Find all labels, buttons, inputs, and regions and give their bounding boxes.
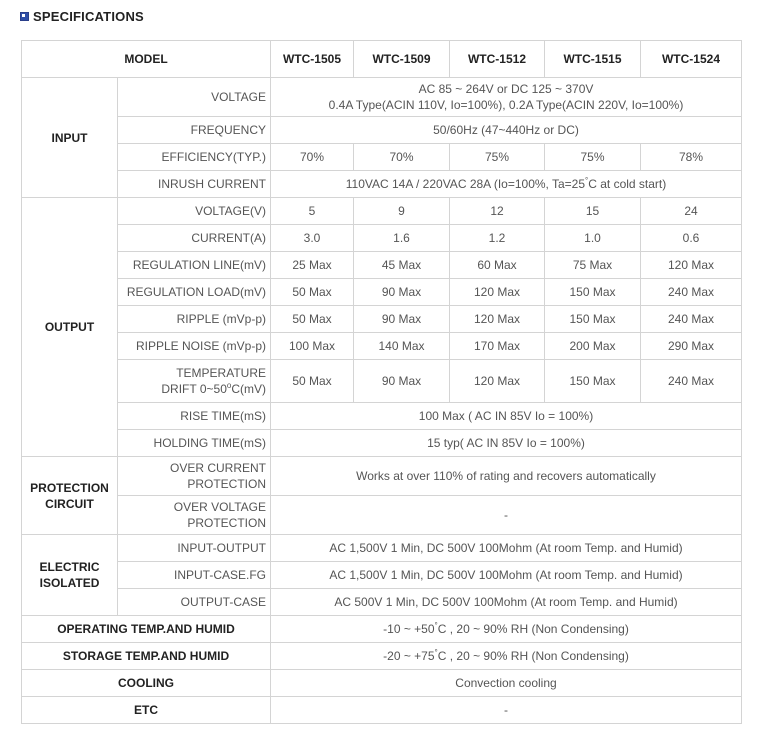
- row-label: CURRENT(A): [118, 225, 271, 252]
- table-cell: 50 Max: [271, 360, 354, 403]
- row-label: RISE TIME(mS): [118, 403, 271, 430]
- etc-row: [22, 697, 742, 724]
- row-label: HOLDING TIME(mS): [118, 430, 271, 457]
- table-cell: 75%: [450, 144, 545, 171]
- row-label: RIPPLE (mVp-p): [118, 306, 271, 333]
- inrush-row: [22, 171, 742, 198]
- row-label: INPUT-CASE.FG: [118, 562, 271, 589]
- table-cell: 200 Max: [545, 333, 641, 360]
- table-cell: 70%: [354, 144, 450, 171]
- square-bullet-icon: [20, 12, 29, 21]
- row-label: TEMPERATURE DRIFT 0~50$^o$C(mV): [118, 360, 271, 403]
- holding-time-value: 15 typ( AC IN 85V Io = 100%): [271, 430, 742, 457]
- etc-value: -: [271, 697, 742, 724]
- table-cell: 240 Max: [641, 306, 742, 333]
- regulation-line-row: [22, 252, 742, 279]
- table-cell: 78%: [641, 144, 742, 171]
- input-case-value: AC 1,500V 1 Min, DC 500V 100Mohm (At room Temp. and Humid): [271, 562, 742, 589]
- row-label: REGULATION LOAD(mV): [118, 279, 271, 306]
- frequency-value: 50/60Hz (47~440Hz or DC): [271, 117, 742, 144]
- input-voltage-value: [271, 78, 742, 117]
- specifications-table: [21, 40, 742, 724]
- storage-row: [22, 643, 742, 670]
- output-case-row: [22, 589, 742, 616]
- row-label: VOLTAGE: [118, 78, 271, 117]
- model-header-cell: WTC-1524: [641, 41, 742, 78]
- row-label: EFFICIENCY(TYP.): [118, 144, 271, 171]
- over-current-row: [22, 457, 742, 496]
- output-case-value: AC 500V 1 Min, DC 500V 100Mohm (At room Temp. and Humid): [271, 589, 742, 616]
- efficiency-row: [22, 144, 742, 171]
- inrush-value: 110VAC 14A / 220VAC 28A (Io=100%, Ta=25°C at cold start): [271, 171, 742, 198]
- etc-label: ETC: [22, 697, 271, 724]
- table-cell: 120 Max: [450, 306, 545, 333]
- input-output-row: [22, 535, 742, 562]
- table-cell: 60 Max: [450, 252, 545, 279]
- row-label: FREQUENCY: [118, 117, 271, 144]
- table-cell: 100 Max: [271, 333, 354, 360]
- table-cell: 1.2: [450, 225, 545, 252]
- table-cell: 90 Max: [354, 360, 450, 403]
- rise-time-value: 100 Max ( AC IN 85V Io = 100%): [271, 403, 742, 430]
- table-cell: 240 Max: [641, 279, 742, 306]
- header-row: [22, 41, 742, 78]
- protection-group-label: PROTECTION CIRCUIT: [22, 457, 118, 535]
- table-cell: 25 Max: [271, 252, 354, 279]
- operating-label: OPERATING TEMP.AND HUMID: [22, 616, 271, 643]
- output-group-label: OUTPUT: [22, 198, 118, 457]
- table-cell: 140 Max: [354, 333, 450, 360]
- table-cell: 70%: [271, 144, 354, 171]
- table-cell: 3.0: [271, 225, 354, 252]
- model-header-cell: WTC-1512: [450, 41, 545, 78]
- table-cell: 50 Max: [271, 279, 354, 306]
- row-label: OVER VOLTAGE PROTECTION: [118, 496, 271, 535]
- table-cell: 50 Max: [271, 306, 354, 333]
- table-cell: 1.0: [545, 225, 641, 252]
- table-cell: 240 Max: [641, 360, 742, 403]
- row-label: OUTPUT-CASE: [118, 589, 271, 616]
- row-label: VOLTAGE(V): [118, 198, 271, 225]
- table-cell: 75%: [545, 144, 641, 171]
- row-label: REGULATION LINE(mV): [118, 252, 271, 279]
- isolation-group-label: ELECTRIC ISOLATED: [22, 535, 118, 616]
- table-cell: 45 Max: [354, 252, 450, 279]
- regulation-load-row: [22, 279, 742, 306]
- table-cell: 290 Max: [641, 333, 742, 360]
- input-group-label: INPUT: [22, 78, 118, 198]
- section-title: SPECIFICATIONS: [33, 9, 144, 24]
- cooling-label: COOLING: [22, 670, 271, 697]
- cooling-row: [22, 670, 742, 697]
- storage-value: -20 ~ +75°C , 20 ~ 90% RH (Non Condensing): [271, 643, 742, 670]
- table-cell: 120 Max: [450, 360, 545, 403]
- over-current-value: Works at over 110% of rating and recovers automatically: [271, 457, 742, 496]
- table-cell: 24: [641, 198, 742, 225]
- temperature-drift-row: [22, 360, 742, 403]
- output-voltage-row: [22, 198, 742, 225]
- model-header-cell: WTC-1509: [354, 41, 450, 78]
- table-cell: 170 Max: [450, 333, 545, 360]
- model-header: MODEL: [22, 41, 271, 78]
- input-voltage-line2: 0.4A Type(ACIN 110V, Io=100%), 0.2A Type(ACIN 220V, Io=100%): [328, 98, 684, 112]
- table-cell: 90 Max: [354, 279, 450, 306]
- table-cell: 0.6: [641, 225, 742, 252]
- table-cell: 1.6: [354, 225, 450, 252]
- operating-value: -10 ~ +50°C , 20 ~ 90% RH (Non Condensing): [271, 616, 742, 643]
- table-cell: 150 Max: [545, 360, 641, 403]
- over-voltage-value: -: [271, 496, 742, 535]
- table-cell: 9: [354, 198, 450, 225]
- table-cell: 90 Max: [354, 306, 450, 333]
- output-current-row: [22, 225, 742, 252]
- over-voltage-row: [22, 496, 742, 535]
- table-cell: 12: [450, 198, 545, 225]
- storage-label: STORAGE TEMP.AND HUMID: [22, 643, 271, 670]
- table-cell: 75 Max: [545, 252, 641, 279]
- table-cell: 120 Max: [450, 279, 545, 306]
- cooling-value: Convection cooling: [271, 670, 742, 697]
- model-header-cell: WTC-1505: [271, 41, 354, 78]
- section-heading: [20, 9, 144, 24]
- input-case-row: [22, 562, 742, 589]
- holding-time-row: [22, 430, 742, 457]
- operating-row: [22, 616, 742, 643]
- ripple-row: [22, 306, 742, 333]
- input-output-value: AC 1,500V 1 Min, DC 500V 100Mohm (At room Temp. and Humid): [271, 535, 742, 562]
- rise-time-row: [22, 403, 742, 430]
- input-voltage-line1: AC 85 ~ 264V or DC 125 ~ 370V: [418, 82, 594, 96]
- table-cell: 120 Max: [641, 252, 742, 279]
- frequency-row: [22, 117, 742, 144]
- table-cell: 15: [545, 198, 641, 225]
- input-voltage-row: [22, 78, 742, 117]
- table-cell: 150 Max: [545, 306, 641, 333]
- row-label: INPUT-OUTPUT: [118, 535, 271, 562]
- table-cell: 150 Max: [545, 279, 641, 306]
- row-label: RIPPLE NOISE (mVp-p): [118, 333, 271, 360]
- table-cell: 5: [271, 198, 354, 225]
- ripple-noise-row: [22, 333, 742, 360]
- row-label: INRUSH CURRENT: [118, 171, 271, 198]
- model-header-cell: WTC-1515: [545, 41, 641, 78]
- row-label: OVER CURRENT PROTECTION: [118, 457, 271, 496]
